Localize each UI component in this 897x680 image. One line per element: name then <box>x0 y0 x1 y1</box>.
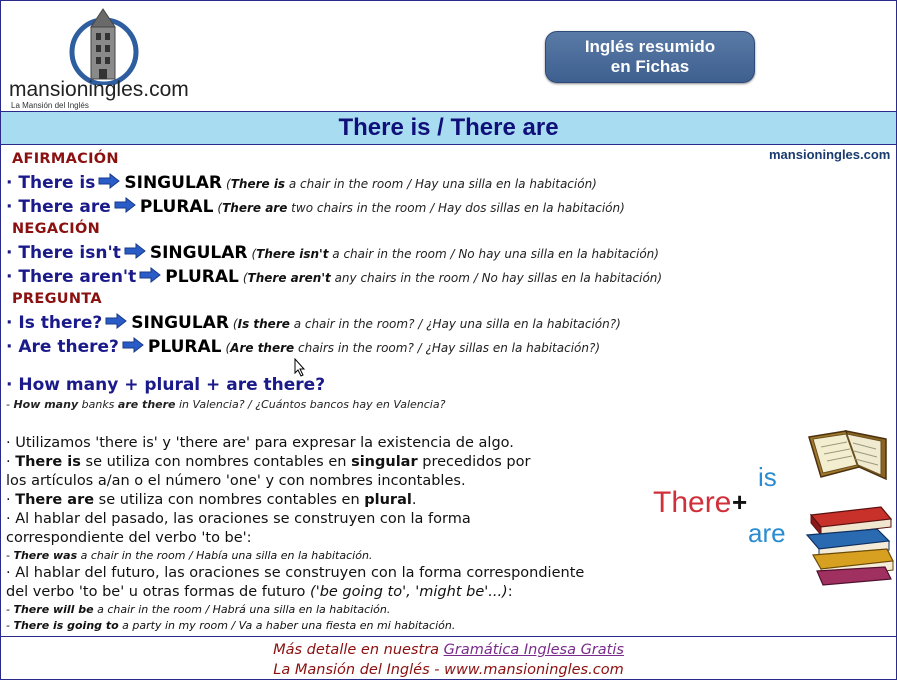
footer-divider <box>1 636 896 637</box>
grammar-link[interactable]: Gramática Inglesa Gratis <box>443 642 624 658</box>
arrow-right-icon <box>122 337 144 353</box>
rule-there-arent <box>6 267 662 287</box>
note-future-line2: del verbo 'to be' u otras formas de futuro ('be going to', 'might be'...): <box>6 584 513 600</box>
how-many-example: - How many banks are there in Valencia? / ¿Cuántos bancos hay en Valencia? <box>6 398 446 411</box>
example-future-2: - There is going to a party in my room / Va a haber una fiesta en mi habitación. <box>6 619 456 632</box>
site-logo[interactable] <box>7 5 207 110</box>
rule-keyword: · Are there? <box>6 337 119 357</box>
rule-example: (Is there a chair in the room? / ¿Hay una silla en la habitación?) <box>232 317 621 331</box>
section-pregunta: PREGUNTA <box>12 291 102 307</box>
header <box>1 1 896 111</box>
rule-example: (There isn't a chair in the room / No hay una silla en la habitación) <box>251 247 659 261</box>
arrow-right-icon <box>124 243 146 259</box>
how-many-heading: · How many + plural + are there? <box>6 375 326 395</box>
example-past: - There was a chair in the room / Había una silla en la habitación. <box>6 549 373 562</box>
page-title: There is / There are <box>338 114 559 141</box>
pill-line2: en Fichas <box>610 57 690 76</box>
rule-example: (Are there chairs in the room? / ¿Hay sillas en la habitación?) <box>225 341 601 355</box>
footer <box>1 640 896 680</box>
arrow-right-icon <box>105 313 127 329</box>
rule-number: PLURAL <box>139 197 214 217</box>
rule-number: PLURAL <box>165 267 239 287</box>
section-negacion: NEGACIÓN <box>12 221 101 237</box>
note-existence: · Utilizamos 'there is' y 'there are' para expresar la existencia de algo. <box>6 435 514 451</box>
site-link-right[interactable]: mansioningles.com <box>769 147 891 162</box>
logo-name: mansioningles.com <box>9 78 189 101</box>
note-past-line2: correspondiente del verbo 'to be': <box>6 530 252 546</box>
section-afirmacion: AFIRMACIÓN <box>12 151 119 167</box>
rule-is-there <box>6 313 621 333</box>
pill-line1: Inglés resumido <box>584 37 716 56</box>
illustration-plus: + <box>732 487 748 517</box>
open-book-icon <box>809 431 886 479</box>
rule-example: (There is a chair in the room / Hay una silla en la habitación) <box>226 177 597 191</box>
arrow-right-icon <box>98 173 120 189</box>
rule-keyword: · There aren't <box>6 267 137 287</box>
rule-keyword: · There is <box>6 173 96 193</box>
rule-example: (There are two chairs in the room / Hay dos sillas en la habitación) <box>217 201 625 215</box>
rule-keyword: · There are <box>6 197 111 217</box>
title-bar <box>1 111 896 145</box>
footer-line1: Más detalle en nuestra Gramática Inglesa Gratis <box>273 642 624 658</box>
rule-there-is <box>6 173 597 193</box>
illustration-are: are <box>748 518 786 548</box>
rule-keyword: · Is there? <box>6 313 103 333</box>
tower-logo-icon <box>7 5 207 85</box>
example-future-1: - There will be a chair in the room / Habrá una silla en la habitación. <box>6 603 391 616</box>
rule-number: SINGULAR <box>131 313 229 333</box>
note-there-is: · There is se utiliza con nombres contables en singular precedidos por <box>6 454 531 470</box>
note-past-line1: · Al hablar del pasado, las oraciones se construyen con la forma <box>6 511 471 527</box>
arrow-right-icon <box>114 197 136 213</box>
fichas-button[interactable] <box>545 31 755 83</box>
rule-number: PLURAL <box>147 337 222 357</box>
book-stack-icon <box>807 507 893 585</box>
rule-example: (There aren't any chairs in the room / No hay sillas en la habitación) <box>242 271 663 285</box>
rule-there-isnt <box>6 243 659 263</box>
rule-are-there <box>6 337 600 357</box>
note-there-is-line2: los artículos a/an o el número 'one' y con nombres incontables. <box>6 473 466 489</box>
illustration-is: is <box>758 462 777 492</box>
logo-tagline: La Mansión del Inglés <box>11 101 89 110</box>
note-there-are: · There are se utiliza con nombres contables en plural. <box>6 492 417 508</box>
rule-keyword: · There isn't <box>6 243 121 263</box>
rule-there-are <box>6 197 625 217</box>
footer-line2: La Mansión del Inglés - www.mansioningles.com <box>273 662 624 678</box>
arrow-right-icon <box>139 267 161 283</box>
rule-number: SINGULAR <box>149 243 248 263</box>
note-future-line1: · Al hablar del futuro, las oraciones se construyen con la forma correspondiente <box>6 565 585 581</box>
rule-number: SINGULAR <box>124 173 223 193</box>
illustration-there: There <box>653 486 732 519</box>
